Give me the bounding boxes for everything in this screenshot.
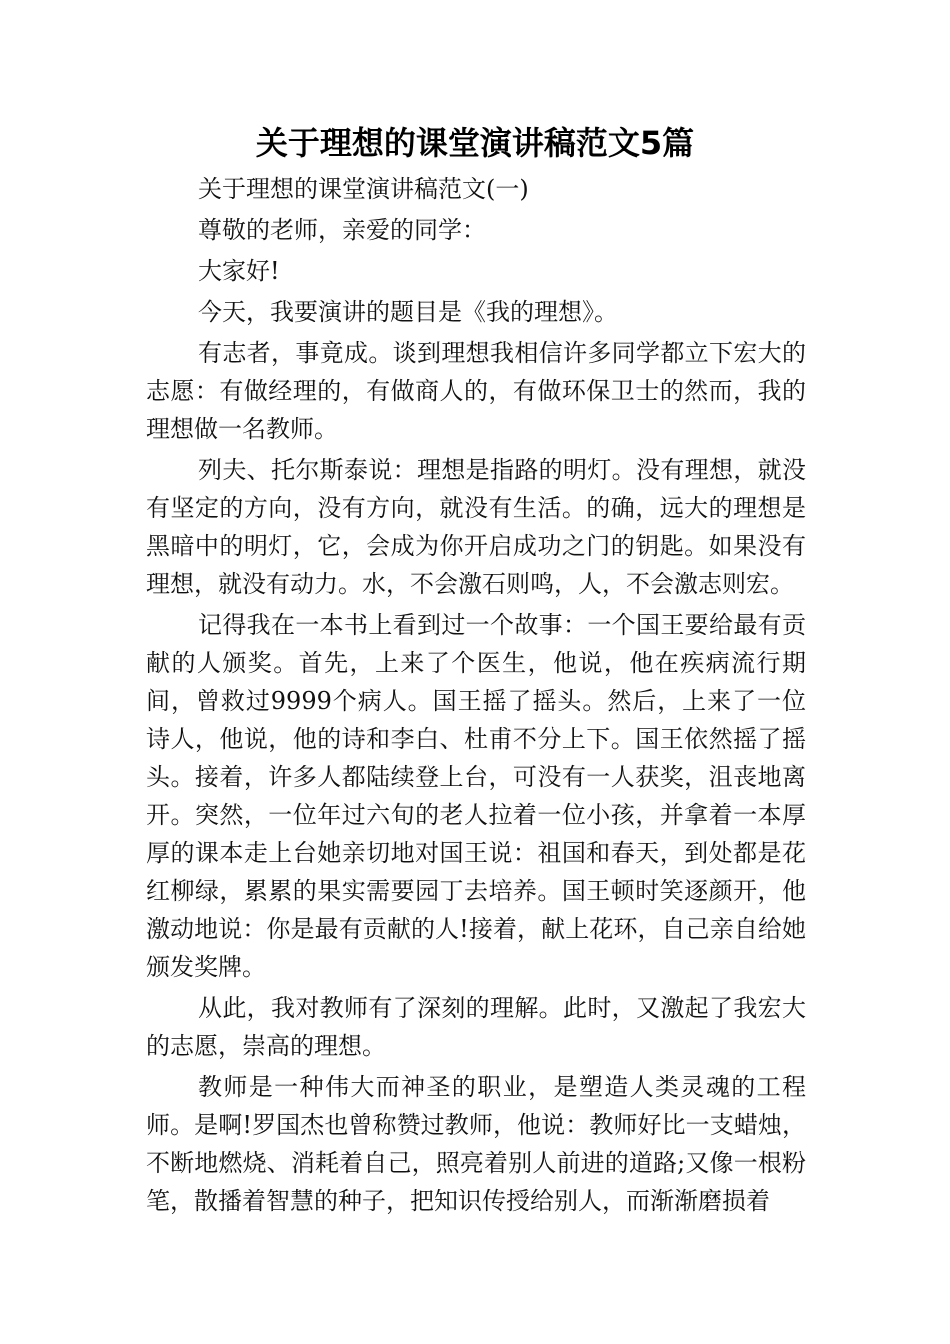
paragraph-king-story: 记得我在一本书上看到过一个故事：一个国王要给最有贡献的人颁奖。首先，上来了个医生，他说，他在疾病流行期间，曾救过9999个病人。国王摇了摇头。然后，上来了一位诗人，他说，他的诗和李白、杜甫不分上下。国王依然摇了摇头。接着，许多人都陆续登上台，可没有一人获奖，沮丧地离开。突然，一位年过六旬的老人拉着一位小孩，并拿着一本厚厚的课本走上台她亲切地对国王说：祖国和春天，到处都是花红柳绿，累累的果实需要园丁去培养。国王顿时笑逐颜开，他激动地说：你是最有贡献的人!接着，献上花环，自己亲自给她颁发奖牌。	[146, 611, 806, 981]
paragraph-salutation: 尊敬的老师，亲爱的同学：	[198, 216, 486, 244]
paragraph-subtitle: 关于理想的课堂演讲稿范文(一)	[198, 175, 529, 203]
paragraph-topic: 今天，我要演讲的题目是《我的理想》。	[198, 298, 618, 326]
paragraph-ambition: 有志者，事竟成。谈到理想我相信许多同学都立下宏大的志愿：有做经理的，有做商人的，有做环保卫士的然而，我的理想做一名教师。	[146, 339, 806, 443]
paragraph-tolstoy-quote: 列夫、托尔斯泰说：理想是指路的明灯。没有理想，就没有坚定的方向，没有方向，就没有生活。的确，远大的理想是黑暗中的明灯，它，会成为你开启成功之门的钥匙。如果没有理想，就没有动力。水，不会激石则鸣，人，不会激志则宏。	[146, 456, 806, 598]
document-title: 关于理想的课堂演讲稿范文5篇	[255, 124, 695, 162]
document-body	[146, 170, 806, 1220]
paragraph-greeting: 大家好!	[198, 257, 280, 285]
paragraph-teacher-profession: 教师是一种伟大而神圣的职业，是塑造人类灵魂的工程师。是啊!罗国杰也曾称赞过教师，他说：教师好比一支蜡烛，不断地燃烧、消耗着自己，照亮着别人前进的道路;又像一根粉笔，散播着智慧的种子，把知识传授给别人，而渐渐磨损着	[146, 1073, 806, 1215]
paragraph-understanding: 从此，我对教师有了深刻的理解。此时，又激起了我宏大的志愿，崇高的理想。	[146, 994, 806, 1060]
